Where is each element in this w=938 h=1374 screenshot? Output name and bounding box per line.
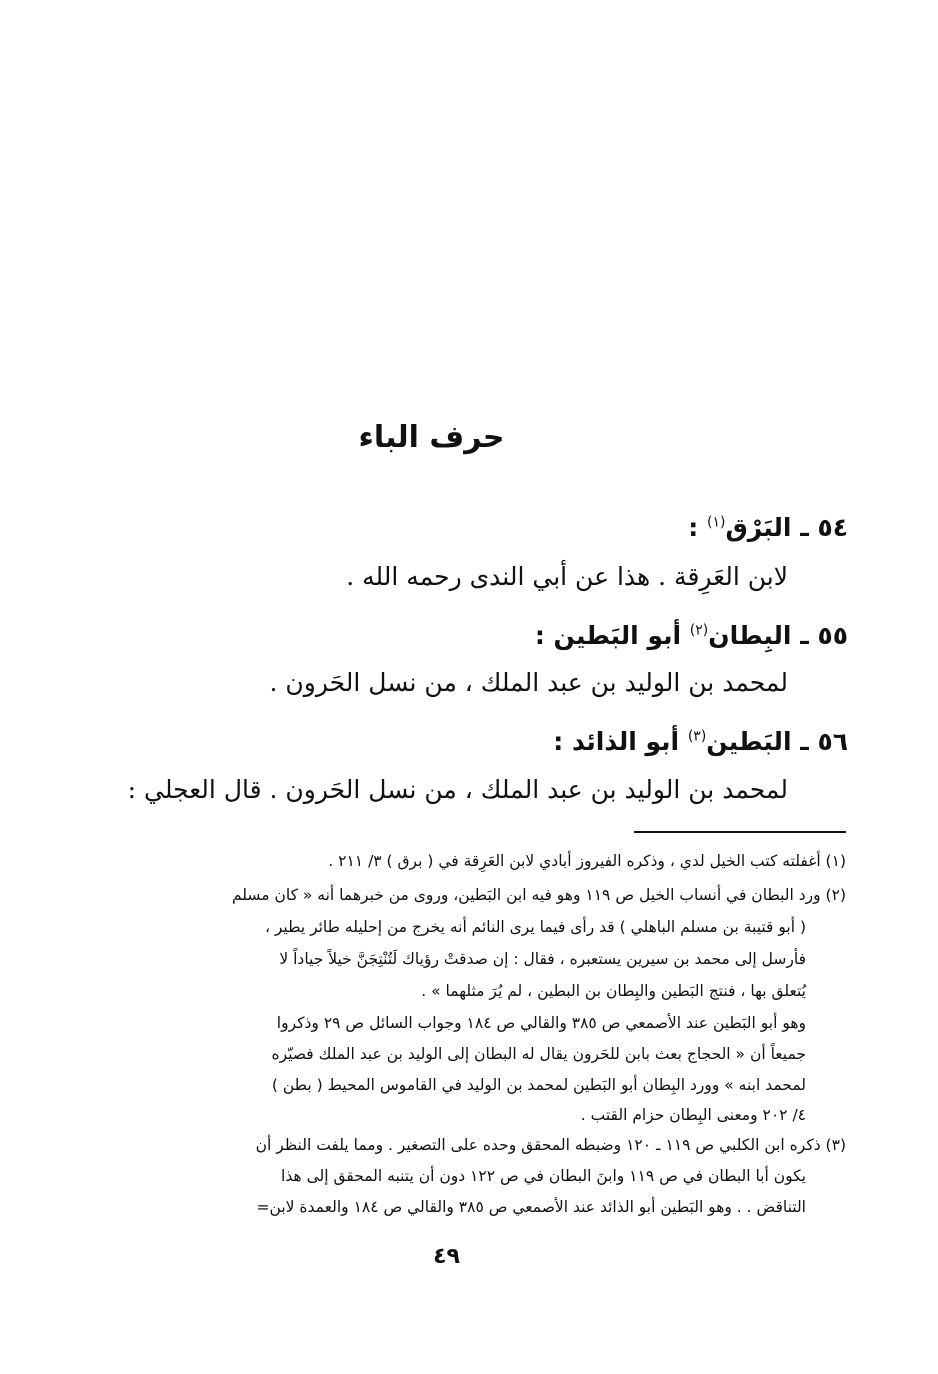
footnote-line: وهو أبو البَطين عند الأصمعي ص ٣٨٥ والقالي ص ١٨٤ وجواب السائل ص ٢٩ وذكروا — [276, 1014, 806, 1032]
footnote-line: لمحمد ابنه » وورد البِطان أبو البَطين لمحمد بن الوليد في القاموس المحيط ( بطن ) — [271, 1076, 806, 1094]
entry-heading-tail: أبو البَطين : — [534, 621, 690, 650]
footnote-line: (١) أغفلته كتب الخيل لدي ، وذكره الفيروز أبادي لابن العَرِقة في ( برق ) ٣/ ٢١١ . — [328, 852, 846, 870]
entry-heading-tail: أبو الذائد : — [553, 727, 688, 756]
footnote-line: ٤/ ٢٠٢ ومعنى البِطان حزام القتب . — [580, 1106, 806, 1124]
entry-heading-tail: : — [688, 513, 707, 542]
footnote-reference: (٢) — [689, 622, 709, 639]
entry-body-56: لمحمد بن الوليد بن عبد الملك ، من نسل الحَرون . قال العجلي : — [127, 775, 788, 804]
footnote-divider — [634, 831, 846, 833]
footnote-line: يكون أبا البطان في ص ١١٩ وابنَ البطان في ص ١٢٢ دون أن يتنبه المحقق إلى هذا — [281, 1167, 806, 1185]
footnote-line: يُتعلق بها ، فنتج البَطين والبِطان بن البطين ، لم يُرَ مثلهما » . — [421, 982, 806, 1000]
entry-heading-56 — [553, 727, 848, 756]
footnote-line: التناقض . . وهو البَطين أبو الذائد عند الأصمعي ص ٣٨٥ والقالي ص ١٨٤ والعمدة لابن= — [256, 1198, 806, 1216]
entry-heading-text: ٥٤ ـ البَرْق — [725, 513, 848, 542]
footnote-line: جميعاً أن « الحجاج بعث بابن للحَرون يقال له البطان إلى الوليد بن عبد الملك فصيّره — [271, 1045, 806, 1063]
footnote-line: فأرسل إلى محمد بن سيرين يستعبره ، فقال : إن صدقتْ رؤياك لَتُنْتِجَنَّ خيلاً جياداً لا — [279, 950, 806, 968]
entry-body-55: لمحمد بن الوليد بن عبد الملك ، من نسل الحَرون . — [269, 668, 788, 697]
footnote-reference: (١) — [706, 514, 726, 531]
footnote-reference: (٣) — [687, 728, 707, 745]
page-number: ٤٩ — [433, 1244, 460, 1269]
entry-heading-text: ٥٦ ـ البَطين — [706, 727, 848, 756]
footnote-line: ( أبو قتيبة بن مسلم الباهلي ) قد رأى فيما يرى النائم أنه يخرج من إحليله طائر يطير ، — [264, 918, 806, 936]
entry-body-54: لابن العَرِقة . هذا عن أبي الندى رحمه الله . — [346, 562, 788, 591]
footnote-line: (٣) ذكره ابن الكلبي ص ١١٩ ـ ١٢٠ وضبطه المحقق وحده على التصغير . ومما يلفت النظر أن — [255, 1136, 846, 1154]
entry-heading-text: ٥٥ ـ البِطان — [708, 621, 848, 650]
entry-heading-55 — [535, 621, 848, 650]
footnote-line: (٢) ورد البطان في أنساب الخيل ص ١١٩ وهو فيه ابن البَطين، وروى من خبرهما أنه « كان مسلم — [231, 886, 846, 904]
entry-heading-54 — [688, 513, 848, 542]
chapter-title: حرف الباء — [358, 420, 505, 455]
